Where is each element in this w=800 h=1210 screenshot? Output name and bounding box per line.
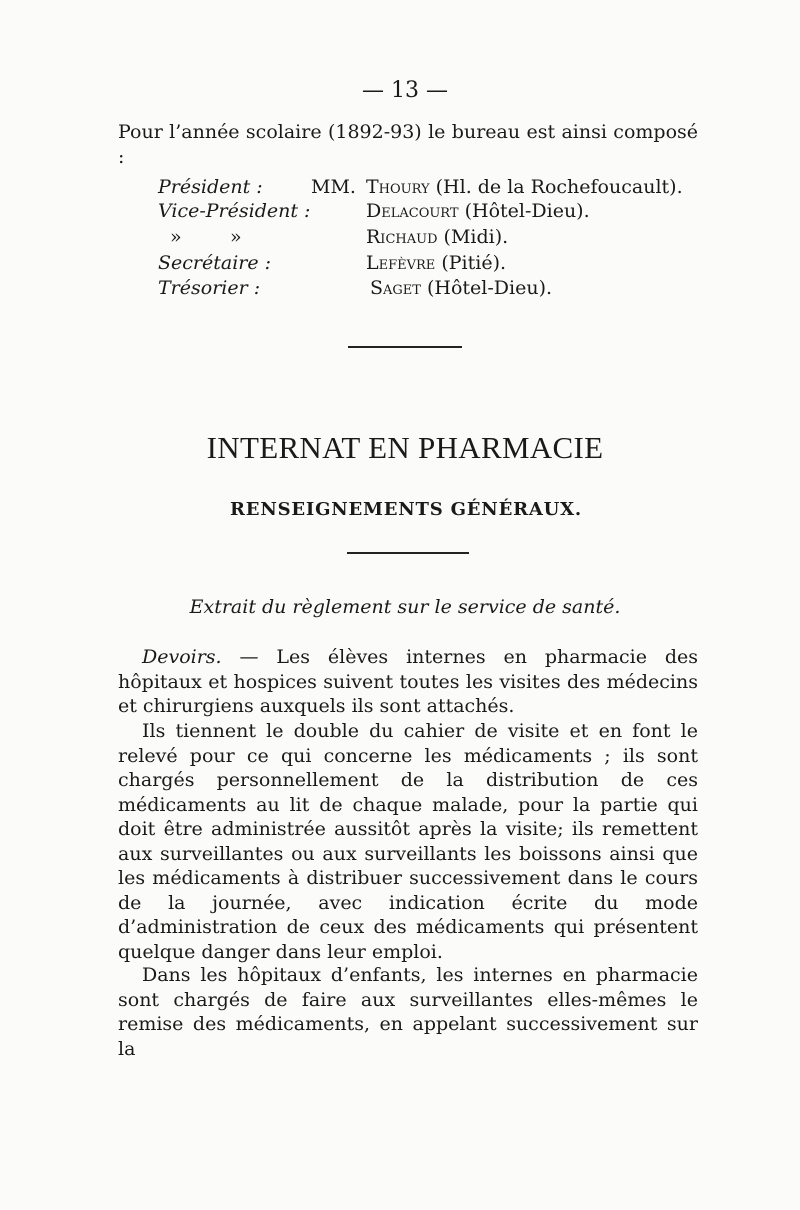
page-number: — 13 — xyxy=(362,78,448,103)
member-name: Saget (Hôtel-Dieu). xyxy=(370,277,553,299)
paragraph-lead: Devoirs. xyxy=(142,646,222,668)
role-label: Trésorier : xyxy=(158,277,261,299)
extract-heading: Extrait du règlement sur le service de santé. xyxy=(189,596,621,618)
paragraph-body: Ils tiennent le double du cahier de visite et en font le relevé pour ce qui concerne les médicaments ; ils sont chargés personnellement de la distribution de ces médicaments au lit de chaque malade, pour la partie qui doit être administrée aussitôt après la visite; ils remettent aux surveillantes ou aux surveillants les boissons ainsi que les médicaments à distribuer successivement dans le cours de la journée, avec indication écrite du mode d’administration de ceux des médicaments qui présentent quelque danger dans leur emploi. xyxy=(118,720,698,963)
mm-label: MM. xyxy=(311,176,356,198)
member-name: Lefèvre (Pitié). xyxy=(366,252,507,274)
member-name: Thoury (Hl. de la Rochefoucault). xyxy=(366,176,683,198)
role-label: Secrétaire : xyxy=(158,252,272,274)
role-label: Vice-Président : xyxy=(158,200,311,222)
role-label: Président : xyxy=(158,176,263,198)
separator-rule xyxy=(348,346,462,348)
separator-rule xyxy=(347,552,469,554)
paragraph-body: Dans les hôpitaux d’enfants, les internes en pharmacie sont chargés de faire aux surveillantes elles-mêmes le remise des médicaments, en appelant successivement sur la xyxy=(118,964,698,1060)
section-subtitle: RENSEIGNEMENTS GÉNÉRAUX. xyxy=(230,499,582,520)
paragraph-devoirs: Devoirs. — Les élèves internes en pharmacie des hôpitaux et hospices suivent toutes les visites des médecins et chirurgiens auxquels ils sont attachés. xyxy=(118,646,698,717)
section-title: INTERNAT EN PHARMACIE xyxy=(206,430,604,465)
member-name: Delacourt (Hôtel-Dieu). xyxy=(366,200,590,222)
intro-paragraph: Pour l’année scolaire (1892-93) le bureau est ainsi composé : xyxy=(118,121,698,168)
member-name: Richaud (Midi). xyxy=(366,226,509,248)
ditto-marks: » » xyxy=(170,226,242,248)
